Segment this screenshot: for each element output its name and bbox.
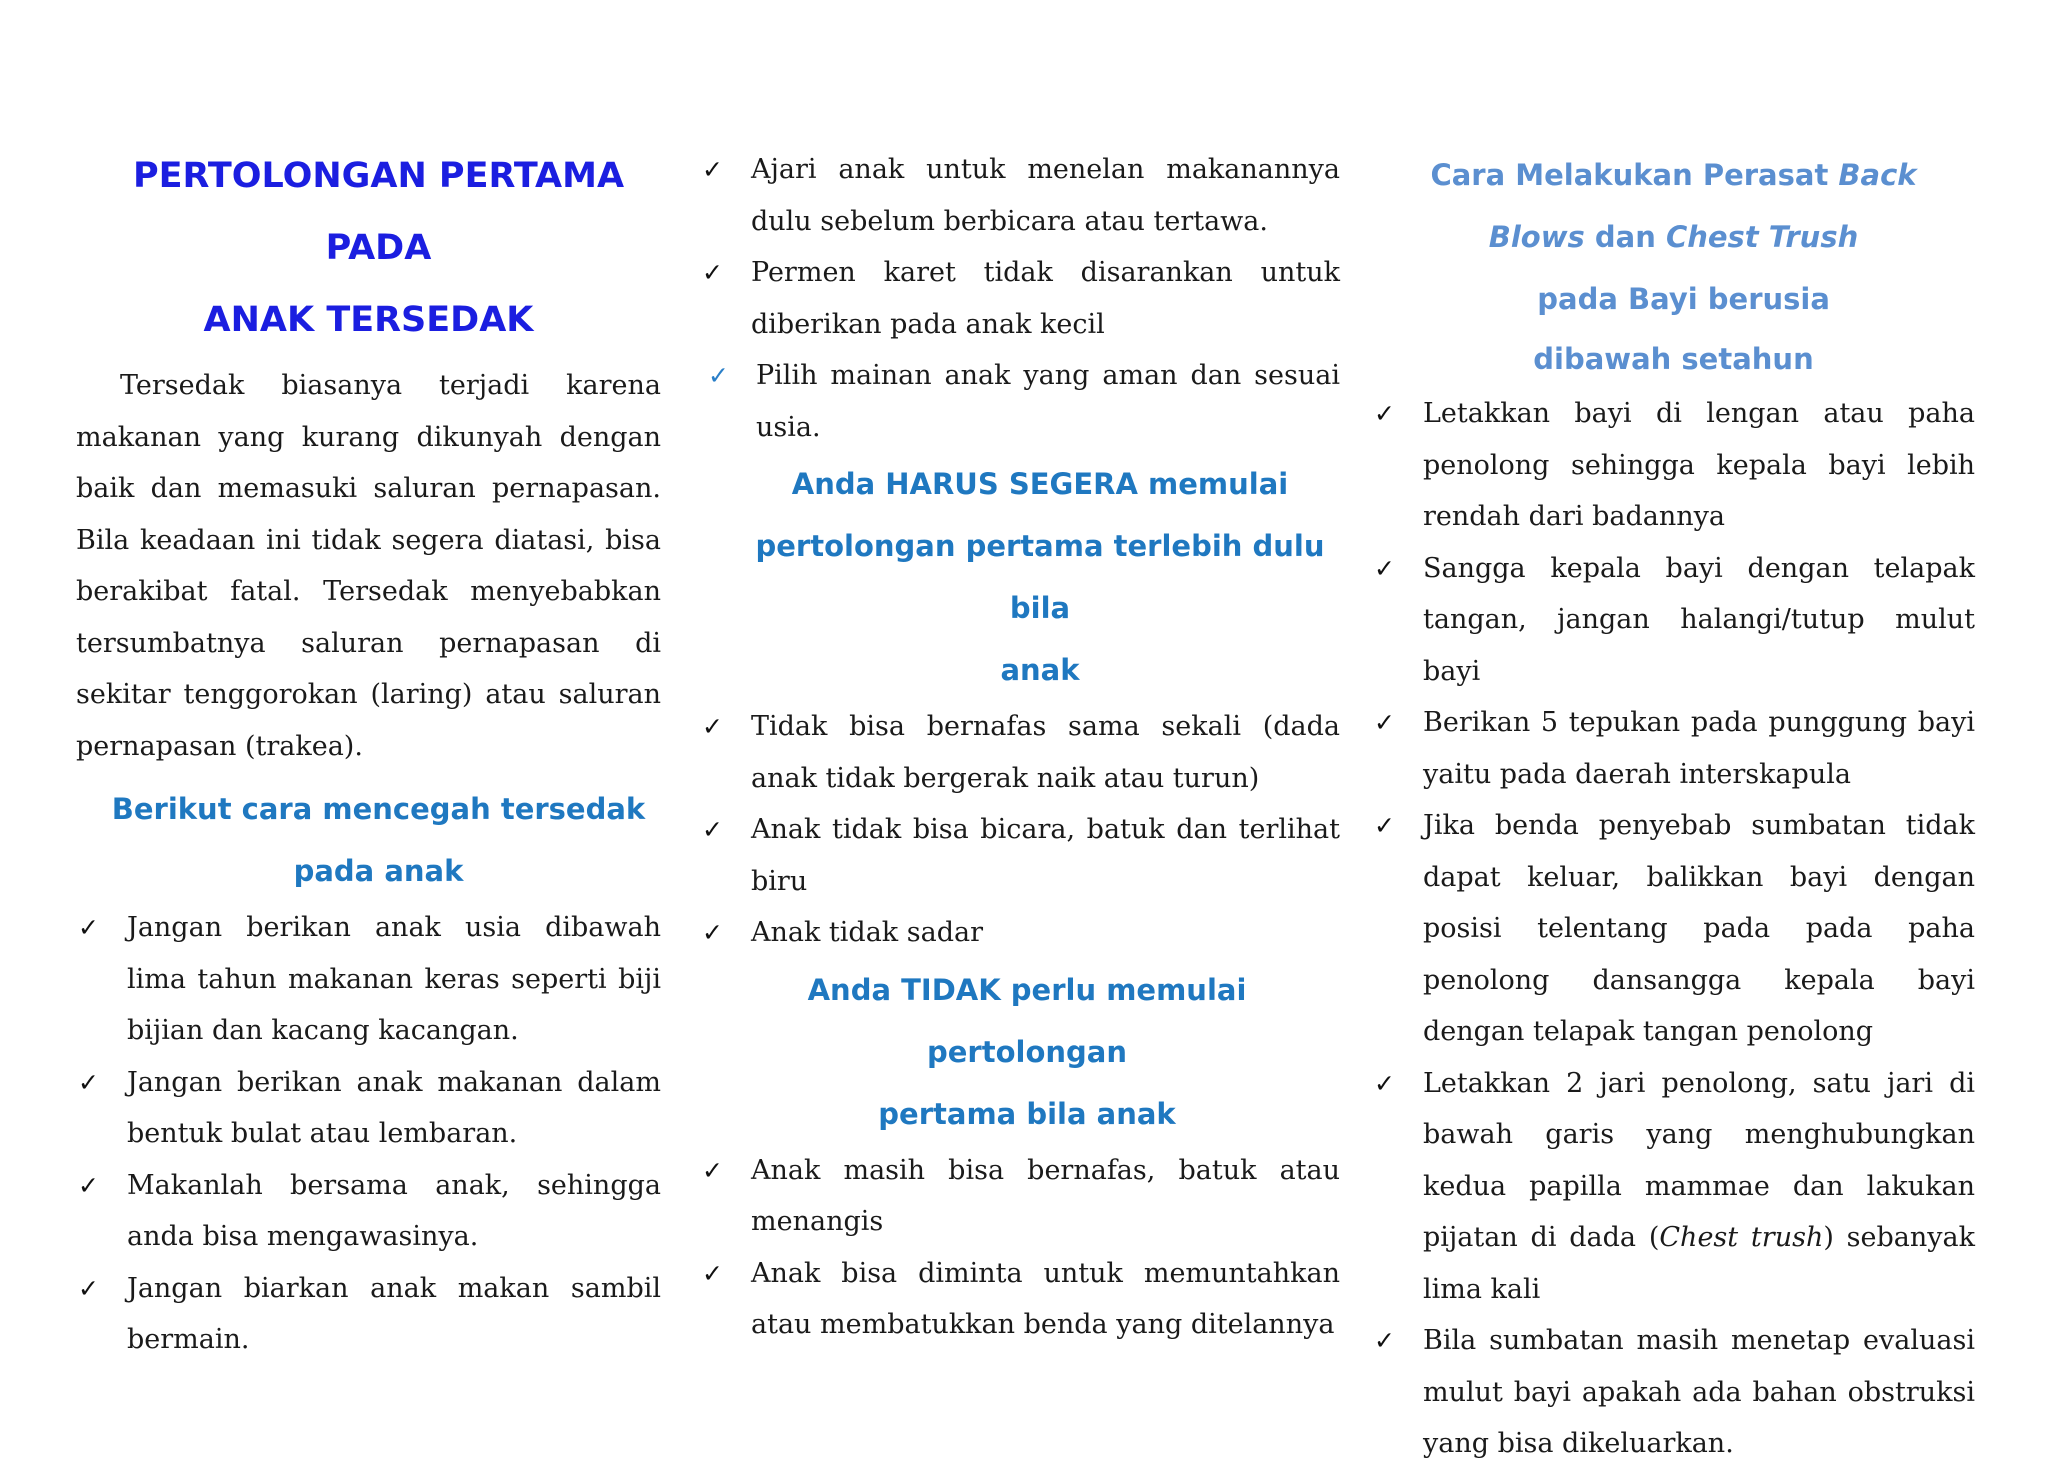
check-icon: ✓ [78,1273,99,1303]
list-item: ✓ Bila sumbatan masih menetap evaluasi mulut bayi apakah ada bahan obstruksi yang bisa dikeluarkan. [1372,1315,1975,1470]
list-item: ✓ Anak masih bisa bernafas, batuk atau menangis [700,1145,1340,1248]
page-title-line-2: ANAK TERSEDAK [203,300,534,340]
check-icon: ✓ [702,258,723,287]
check-icon: ✓ [1374,553,1395,583]
infant-heading-line-3: dibawah setahun [1533,342,1814,376]
check-icon: ✓ [78,913,99,942]
list-item: ✓ Anak tidak bisa bicara, batuk dan terlihat biru [700,804,1340,907]
check-icon: ✓ [702,918,723,947]
list-item: ✓ Anak tidak sadar [700,907,1340,959]
check-icon: ✓ [1374,399,1395,428]
column-3 [1372,144,1975,1470]
no-need-heading-line-2: pertama bila anak [878,1096,1176,1131]
list-item: ✓ Letakkan bayi di lengan atau paha penolong sehingga kepala bayi lebih rendah dari badannya [1372,388,1975,543]
no-need-list [700,1145,1340,1351]
no-need-heading-line-1: Anda TIDAK perlu memulai pertolongan [807,972,1247,1069]
list-item: ✓ Berikan 5 tepukan pada punggung bayi yaitu pada daerah interskapula [1372,697,1975,800]
list-item: ✓ Makanlah bersama anak, sehingga anda bisa mengawasinya. [76,1160,661,1263]
check-icon: ✓ [702,1258,723,1288]
list-item: ✓ Tidak bisa bernafas sama sekali (dada anak tidak bergerak naik atau turun) [700,701,1340,804]
list-item: ✓ Jangan biarkan anak makan sambil bermain. [76,1263,661,1366]
infant-heading-line-1: Cara Melakukan Perasat Back [1430,158,1917,192]
check-icon: ✓ [708,361,729,390]
must-start-heading-line-2: pertolongan pertama terlebih dulu bila [755,529,1325,625]
page-title-line-1: PERTOLONGAN PERTAMA PADA [132,156,625,268]
column-1 [76,140,661,1366]
list-item: ✓ Ajari anak untuk menelan makanannya dulu sebelum berbicara atau tertawa. [700,144,1340,247]
must-start-heading-line-1: Anda HARUS SEGERA memulai [791,467,1289,501]
list-item: ✓ Sangga kepala bayi dengan telapak tangan, jangan halangi/tutup mulut bayi [1372,543,1975,698]
check-icon: ✓ [702,155,723,184]
check-icon: ✓ [702,1155,723,1185]
check-icon: ✓ [78,1170,99,1200]
list-item: ✓ Permen karet tidak disarankan untuk diberikan pada anak kecil [700,247,1340,350]
prevention-list [76,902,661,1366]
check-icon: ✓ [78,1067,99,1097]
check-icon: ✓ [1374,811,1395,840]
intro-paragraph: Tersedak biasanya terjadi karena makanan yang kurang dikunyah dengan baik dan memasuki saluran pernapasan. Bila keadaan ini tidak segera diatasi, bisa berakibat fatal. Tersedak menyebabkan tersumbatnya saluran pernapasan di sekitar tenggorokan (laring) atau saluran pernapasan (trakea). [76,370,661,762]
check-icon: ✓ [702,712,723,741]
prevention-heading-line-1: Berikut cara mencegah tersedak [111,792,646,826]
check-icon: ✓ [1374,708,1395,737]
list-item: ✓ Jangan berikan anak makanan dalam bentuk bulat atau lembaran. [76,1057,661,1160]
must-start-heading-line-3: anak [1000,653,1080,687]
column-2 [700,144,1340,1351]
list-item: ✓ Pilih mainan anak yang aman dan sesuai usia. [700,350,1340,453]
check-icon: ✓ [1374,1068,1395,1098]
check-icon: ✓ [702,815,723,844]
infant-heading-line-2: Blows dan Chest Trush pada Bayi berusia [1488,220,1859,316]
infant-steps-list [1372,388,1975,1470]
list-item: ✓ Anak bisa diminta untuk memuntahkan atau membatukkan benda yang ditelannya [700,1248,1340,1351]
prevention-heading-line-2: pada anak [293,854,464,888]
list-item: ✓ Jika benda penyebab sumbatan tidak dapat keluar, balikkan bayi dengan posisi telentang pada pada paha penolong dansangga kepala bayi dengan telapak tangan penolong [1372,800,1975,1058]
list-item: ✓ Jangan berikan anak usia dibawah lima tahun makanan keras seperti biji bijian dan kacang kacangan. [76,902,661,1057]
must-start-list [700,701,1340,959]
check-icon: ✓ [1374,1326,1395,1355]
prevention-list-continued [700,144,1340,453]
list-item: ✓ Letakkan 2 jari penolong, satu jari di bawah garis yang menghubungkan kedua papilla mammae dan lakukan pijatan di dada (Chest trush) sebanyak lima kali [1372,1058,1975,1316]
